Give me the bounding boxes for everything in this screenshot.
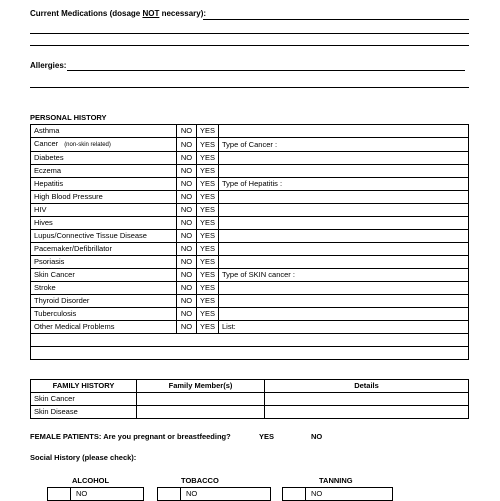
condition-details-field[interactable]: List: <box>219 321 469 334</box>
condition-label: Skin Cancer <box>34 270 75 279</box>
allergies-label: Allergies: <box>30 61 67 70</box>
condition-label: Other Medical Problems <box>34 322 115 331</box>
condition-details-field[interactable] <box>219 165 469 178</box>
condition-label: Diabetes <box>34 153 64 162</box>
condition-name <box>31 165 177 178</box>
personal-history-row <box>31 321 469 334</box>
tobacco-no-checkbox[interactable] <box>157 487 271 501</box>
condition-details-field[interactable] <box>219 125 469 138</box>
medications-not-text: NOT <box>142 9 160 18</box>
condition-name <box>31 295 177 308</box>
family-condition-label: Skin Disease <box>31 406 137 419</box>
medications-input-line-2[interactable] <box>30 33 469 34</box>
personal-history-row <box>31 217 469 230</box>
personal-history-row <box>31 308 469 321</box>
condition-label: Thyroid Disorder <box>34 296 90 305</box>
personal-history-row <box>31 152 469 165</box>
medications-label <box>30 9 206 18</box>
condition-label: HIV <box>34 205 47 214</box>
family-history-row <box>31 406 469 419</box>
personal-history-row <box>31 230 469 243</box>
condition-details-field[interactable] <box>219 243 469 256</box>
condition-details-field[interactable] <box>219 191 469 204</box>
personal-history-row <box>31 243 469 256</box>
yes-option[interactable]: YES <box>197 204 219 217</box>
condition-name <box>31 230 177 243</box>
condition-name <box>31 308 177 321</box>
condition-label: Hives <box>34 218 53 227</box>
no-option[interactable]: NO <box>177 138 197 152</box>
condition-details-field[interactable] <box>219 295 469 308</box>
family-history-row <box>31 393 469 406</box>
family-details-field[interactable] <box>265 393 469 406</box>
condition-label: Tuberculosis <box>34 309 77 318</box>
no-option[interactable]: NO <box>177 204 197 217</box>
condition-label: Lupus/Connective Tissue Disease <box>34 231 147 240</box>
condition-name <box>31 321 177 334</box>
medications-label-suffix: necessary): <box>159 9 207 18</box>
yes-option[interactable]: YES <box>197 125 219 138</box>
alcohol-no-checkbox[interactable] <box>47 487 144 501</box>
condition-name <box>31 138 177 152</box>
condition-label: Pacemaker/Defibrillator <box>34 244 112 253</box>
family-member-field[interactable] <box>137 406 265 419</box>
condition-label: Asthma <box>34 126 60 135</box>
allergies-input-line-1[interactable] <box>67 70 465 71</box>
condition-name <box>31 191 177 204</box>
personal-history-row <box>31 295 469 308</box>
condition-details-field[interactable] <box>219 152 469 165</box>
yes-option[interactable]: YES <box>197 152 219 165</box>
no-option[interactable]: NO <box>177 178 197 191</box>
condition-details-field[interactable] <box>219 204 469 217</box>
no-option[interactable]: NO <box>177 308 197 321</box>
social-history-label: Social History (please check): <box>30 453 137 462</box>
no-option[interactable]: NO <box>177 165 197 178</box>
condition-details-field[interactable] <box>219 230 469 243</box>
family-details-field[interactable] <box>265 406 469 419</box>
no-option[interactable]: NO <box>177 256 197 269</box>
condition-label: High Blood Pressure <box>34 192 103 201</box>
condition-name <box>31 269 177 282</box>
condition-details-field[interactable]: Type of Cancer : <box>219 138 469 152</box>
condition-name <box>31 178 177 191</box>
personal-history-row <box>31 165 469 178</box>
condition-label: Eczema <box>34 166 62 175</box>
no-option[interactable]: NO <box>177 191 197 204</box>
family-history-header-row <box>31 380 469 393</box>
condition-name <box>31 243 177 256</box>
yes-option[interactable]: YES <box>197 230 219 243</box>
yes-option[interactable]: YES <box>197 321 219 334</box>
condition-name <box>31 256 177 269</box>
additional-notes-field[interactable] <box>31 347 469 360</box>
personal-history-row <box>31 178 469 191</box>
personal-history-row <box>31 269 469 282</box>
pregnant-yes-option[interactable]: YES <box>259 432 275 441</box>
personal-history-title: PERSONAL HISTORY <box>30 113 107 122</box>
yes-option[interactable]: YES <box>197 178 219 191</box>
yes-option[interactable]: YES <box>197 295 219 308</box>
family-history-table <box>30 379 469 419</box>
no-option[interactable]: NO <box>177 243 197 256</box>
alcohol-no-label: NO <box>70 488 87 500</box>
condition-details-field[interactable] <box>219 217 469 230</box>
condition-name <box>31 125 177 138</box>
pregnant-no-option[interactable]: NO <box>311 432 323 441</box>
yes-option[interactable]: YES <box>197 217 219 230</box>
alcohol-title: ALCOHOL <box>72 476 110 485</box>
condition-details-field[interactable] <box>219 256 469 269</box>
condition-label: Hepatitis <box>34 179 64 188</box>
yes-option[interactable]: YES <box>197 269 219 282</box>
tanning-title: TANNING <box>319 476 353 485</box>
tanning-no-checkbox[interactable] <box>282 487 393 501</box>
personal-history-table <box>30 124 469 360</box>
condition-name <box>31 152 177 165</box>
blank-row <box>31 347 469 360</box>
yes-option[interactable]: YES <box>197 243 219 256</box>
family-history-header: FAMILY HISTORY <box>31 380 137 393</box>
no-option[interactable]: NO <box>177 269 197 282</box>
personal-history-row <box>31 256 469 269</box>
personal-history-row <box>31 138 469 152</box>
yes-option[interactable]: YES <box>197 308 219 321</box>
personal-history-row <box>31 282 469 295</box>
female-patients-question: FEMALE PATIENTS: Are you pregnant or breastfeeding? <box>30 432 231 441</box>
condition-details-field[interactable] <box>219 282 469 295</box>
condition-details-field[interactable] <box>219 308 469 321</box>
yes-option[interactable]: YES <box>197 282 219 295</box>
no-option[interactable]: NO <box>177 217 197 230</box>
additional-notes-field[interactable] <box>31 334 469 347</box>
blank-row <box>31 334 469 347</box>
no-option[interactable]: NO <box>177 282 197 295</box>
no-option[interactable]: NO <box>177 152 197 165</box>
condition-name <box>31 204 177 217</box>
condition-label: Stroke <box>34 283 56 292</box>
family-member-header: Family Member(s) <box>137 380 265 393</box>
allergies-input-line-2[interactable] <box>30 87 469 88</box>
yes-option[interactable]: YES <box>197 191 219 204</box>
yes-option[interactable]: YES <box>197 256 219 269</box>
no-option[interactable]: NO <box>177 321 197 334</box>
no-option[interactable]: NO <box>177 230 197 243</box>
condition-details-field[interactable]: Type of SKIN cancer : <box>219 269 469 282</box>
medications-input-line-3[interactable] <box>30 45 469 46</box>
condition-note: (non-skin related) <box>64 142 111 148</box>
tobacco-title: TOBACCO <box>181 476 219 485</box>
no-option[interactable]: NO <box>177 295 197 308</box>
condition-details-field[interactable]: Type of Hepatitis : <box>219 178 469 191</box>
details-header: Details <box>265 380 469 393</box>
personal-history-row <box>31 191 469 204</box>
medications-input-line-1[interactable] <box>203 19 469 20</box>
condition-label: Psoriasis <box>34 257 65 266</box>
personal-history-row <box>31 125 469 138</box>
personal-history-row <box>31 204 469 217</box>
condition-label: Cancer <box>34 139 59 148</box>
yes-option[interactable]: YES <box>197 138 219 152</box>
no-option[interactable]: NO <box>177 125 197 138</box>
yes-option[interactable]: YES <box>197 165 219 178</box>
condition-name <box>31 217 177 230</box>
condition-name <box>31 282 177 295</box>
tanning-no-label: NO <box>305 488 322 500</box>
medications-label-text: Current Medications (dosage <box>30 9 143 18</box>
family-condition-label: Skin Cancer <box>31 393 137 406</box>
tobacco-no-label: NO <box>180 488 197 500</box>
family-member-field[interactable] <box>137 393 265 406</box>
